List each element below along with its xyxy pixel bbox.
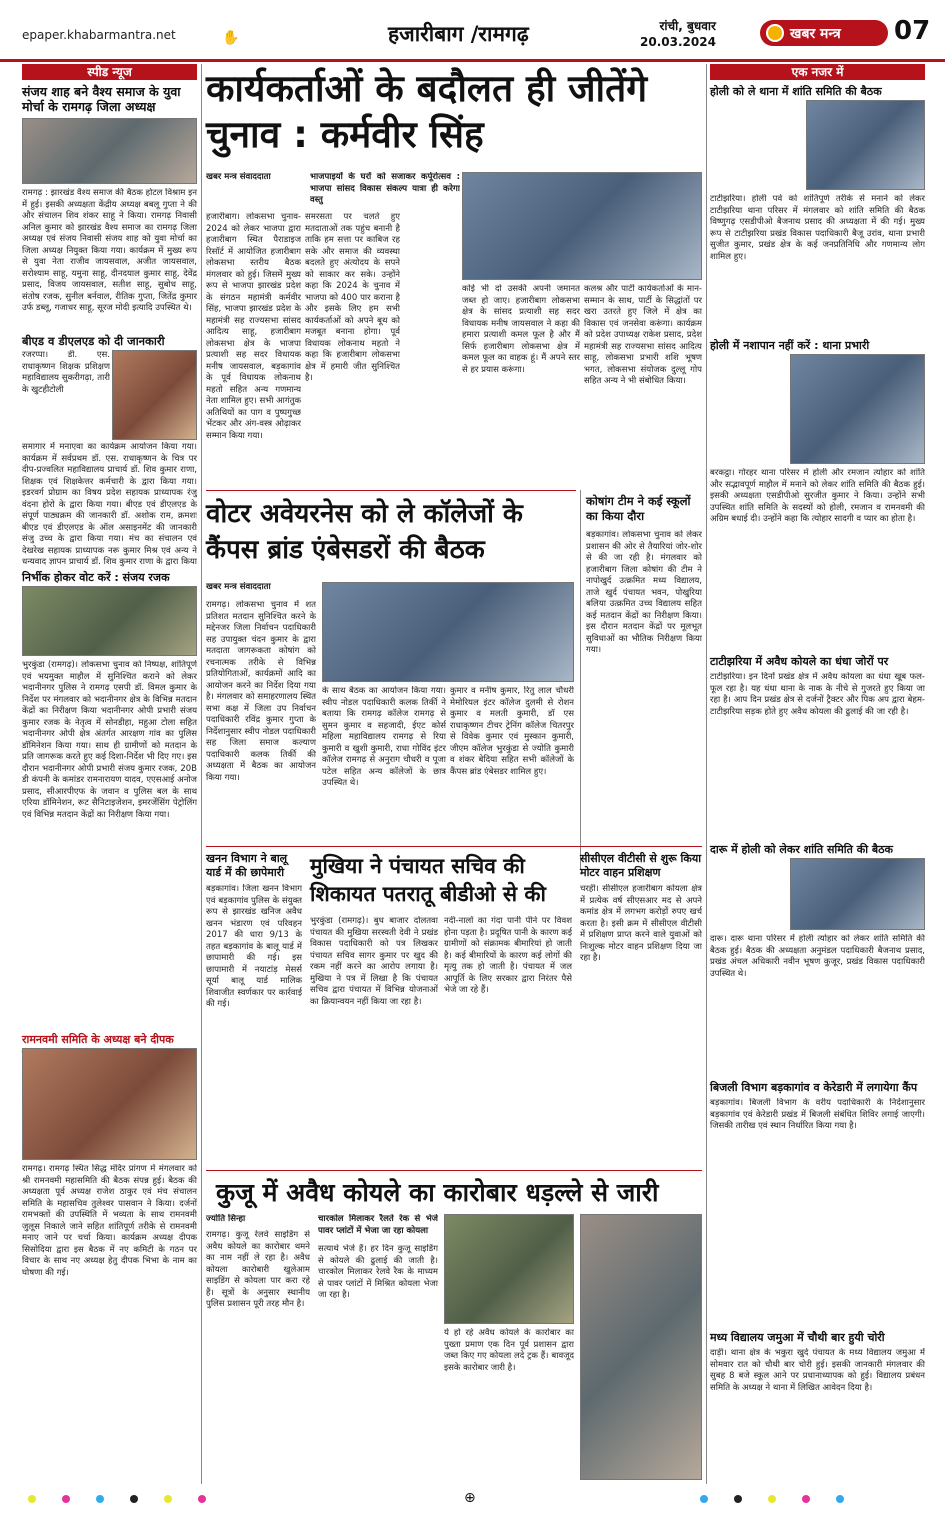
date-block [640,18,716,50]
article-column: कोई भी दो उसकी अपनी जमानत जब्त हो जाए। हजारीबाग लोकसभा क्षेत्र के सांसद प्रत्याशी सह सदर विधायक मनीष जायसवाल ने कहा की हमारा प्रत्याशी कमल फूल है और मैं सिर्फ हजारीबाग लोकसभा क्षेत्र में कमल फूल का वाहक हूं। मैं अपने स्तर से हर प्रयास करूंगा। [462,284,580,375]
article-column: नदी-नालों का गंदा पानी पीने पर विवश होना पड़ता है। प्रदूषित पानी के कारण कई ग्रामीणों को संक्रामक बीमारियां हो जाती है। कई बीमारियों के कारण कई लोगों की मृत्यु तक हो जाती है। पंचायत में जल आपूर्ति के लिए सरकार द्वारा निरंतर पैसे भेजे जा रहे हैं। [444,916,572,995]
crosshair-icon: ⊕ [464,1490,476,1506]
registration-dot [802,1495,810,1503]
site-url[interactable]: epaper.khabarmantra.net [22,28,176,42]
registration-dot [28,1495,36,1503]
story-body: बरकट्ठा। गोरहर थाना परिसर में होली और रमजान त्योहार को शांति और सद्भावपूर्ण माहौल में मनाने को लेकर शांति समिति की बैठक हुई। इसकी अध्यक्षता एसडीपीओ सुरजीत कुमार ने किया। उन्होंने सभी उपस्थित शांति समिति के सदस्यों को होली, रमजान व रामनवमी की अग्रिम बधाई दी। उन्होंने कहा कि त्योहार सादगी व प्यार का होता है। [710,468,925,524]
temple-meeting-photo [22,1048,197,1160]
story-body: दारू। दारू थाना परिसर में होली त्योहार को लेकर शांति समिति की बैठक हुई। बैठक की अध्यक्षता अनुमंडल पदाधिकारी बैजनाथ प्रसाद, प्रखंड अंचल अधिकारी नवीन भूषण कुजूर, प्रखंड विकास पदाधिकारी उपस्थित थे। [710,934,925,979]
voter-headline: वोटर अवेयरनेस को ले कॉलेजों के कैंपस ब्रांड एंबेसडरों की बैठक [206,499,523,565]
subheads: भाजपाइयों के घरों को सजाकर कर्पूरोत्सव : भाजपा सांसद विकास संकल्प यात्रा ही करेगा वस्तु [310,172,460,205]
story-headline: खनन विभाग ने बालू यार्ड में की छापेमारी [206,852,288,879]
brand-name: खबर मन्त्र [790,25,841,42]
city-day: रांची, बुधवार [659,19,716,33]
story-headline: होली में नशापान नहीं करें : थाना प्रभारी [710,339,870,352]
article-column: रामगढ़। लोकसभा चुनाव में शत प्रतिशत मतदान सुनिश्चित करने के मद्देनजर जिला निर्वाचन पदाधिकारी सह उपायुक्त चंदन कुमार के द्वारा मतदाता जागरूकता कोषांग को रचनात्मक तरीके से विभिन्न प्रतियोगिताओं, कार्यक्रमों आदि का आयोजन करने का निर्देश दिया गया है। मंगलवार को समाहरणालय स्थित सभा कक्ष में जिला उप निर्वाचन पदाधिकारी रविंद्र कुमार गुप्ता के निर्देशानुसार स्वीप नोडल पदाधिकारी सह जिला समाज कल्याण पदाधिकारी कलक तिर्की की अध्यक्षता में बैठक का आयोजन किया गया। [206,600,316,783]
kuju-headline: कुजू में अवैध कोयले का कारोबार धड़ल्ले से जारी [216,1178,659,1207]
story-body: बड़कागांव। लोकसभा चुनाव को लेकर प्रशासन की ओर से तैयारियां जोर-शोर से की जा रही है। मंगलवार को हजारीबाग जिला कोषांग की टीम ने नापोखुर्द उत्क्रमित मध्य विद्यालय, ताजे खुर्द पंचायत भवन, पोखुरिया बलिया उत्क्रमित उच्च विद्यालय सहित कई मतदान केंद्रों का निरीक्षण किया। इस दौरान मतदान केंद्रों पर मूलभूत सुविधाओं का भौतिक निरीक्षण किया गया। [586,530,702,655]
rally-photo [462,172,702,280]
article-column: ये हो रहे अवैध कोयले के कारोबार का पुख्ता प्रमाण एक दिन पूर्व प्रशासन द्वारा जब्त किए गए कोयला लदे ट्रक हैं। बावजूद इसके कारोबार जारी है। [444,1328,574,1373]
article-column: समरसता पर चलते हुए मतदाताओं तक पहुंच बनानी है ताकि हम सत्ता पर काबिज रह सके और समाज की व्यवस्था बदलते हुए अंत्योदय के सपने को साकार कर सके। उन्होंने कहा कि 2024 के चुनाव में भाजपा को 400 पार कराना है और इसके लिए हम सभी कार्यकर्ताओं को अपने बूथ को मजबूत बनाना होगा। पूर्व विधायक लोकनाथ महतो ने कहा कि हजारीबाग लोकसभा क्षेत्र में हमारी जीत सुनिश्चित है। [305,212,400,383]
story-headline: होली को ले थाना में शांति समिति की बैठक [710,85,882,98]
registration-dot [836,1495,844,1503]
police-photo [22,586,197,656]
story-body: टाटीझरिया। इन दिनों प्रखंड क्षेत्र में अवैध कोयला का धंधा खूब फल-फूल रहा है। यह धंधा थाना के नाक के नीचे से गुजरते हुए किया जा रहा है। आप दिन प्रखंड क्षेत्र से दर्जनों ट्रैक्टर और पिक अप द्वारा बेहम-टाटीझरिया सड़क होते हुए अवैध कोयला की ढुलाई की जा रही है। [710,672,925,717]
story-body: दाड़ी। थाना क्षेत्र के भकुरा खुर्द पंचायत के मध्य विद्यालय जमुआ में सोमवार रात को चौथी बार चोरी हुई। इसकी जानकारी मंगलवार की सुबह 8 बजे स्कूल आने पर प्रधानाध्यापक को हुई। विद्यालय प्रबंधन समिति के अध्यक्ष ने थाना में लिखित आवेदन दिया है। [710,1348,925,1393]
main-headline: कार्यकर्ताओं के बदौलत ही जीतेंगे चुनाव : कर्मवीर सिंह [206,67,648,156]
story-body: समागार में मनाएवा का कार्यक्रम आयोजन किया गया। कार्यक्रम में सर्वप्रथम डॉ. एस. राधाकृष्णन के चित्र पर दीप-प्रज्वलित महाविद्यालय प्राचार्य डॉ. शिव कुमार राणा, शिक्षक एवं शिक्षकेत्तर कर्मचारी के द्वारा किया गया। इडरवर्ग प्रोग्राम का विषय प्रदेश सहायक प्राध्यापक रंजु वंदना होरो के द्वारा किया गया। बीएड एवं डीएलएड के संपूर्ण पाठ्यक्रम की जानकारी डॉ. अशोक राम, क्रमशः बीएड एवं डीएलएड के ऑल असाइनमेंट की जानकारी संजु उच्च के द्वारा किया गया। मंच का संचालन एवं देखरेख सहायक प्राध्यापक नरू कुमार मिश्र एवं अन्य ने धन्यवाद ज्ञापन प्राचार्य डॉ. शिव कुमार राणा के द्वारा किया [22,442,197,567]
registration-dot [96,1495,104,1503]
article-column: रामगढ़। कुजू रेलवे साइडिंग से अवैध कोयले का कारोबार थमने का नाम नहीं ले रहा है। अवैध कोयला कारोबारी खुलेआम साइडिंग से कोयला पार करा रहे हैं। सूत्रों के अनुसार स्थानीय पुलिस प्रशासन पूरी तरह मौन है। [206,1230,310,1309]
meeting-photo [790,858,925,930]
story-body: टाटीझरिया। होली पर्व को शांतिपूर्ण तरीके से मनाने को लेकर टाटीझरिया थाना परिसर में मंगलवार को शांति समिति की बैठक विष्णुगढ़ एसडीपीओ बैजनाथ प्रसाद की अध्यक्षता में की गई। मुख्य रूप से टाटीझरिया प्रखंड विकास पदाधिकारी बैजू उरांव, थाना प्रभारी सुजीत कुमार, प्रखंड क्षेत्र के कई जनप्रतिनिधि और गणमान्य लोग शामिल हुए। [710,194,925,262]
divider [206,846,702,847]
column-divider [201,64,202,1484]
story-body: बड़कागांव। बिजली विभाग के वरीय पदाधिकारी के निर्देशानुसार बड़कागांव एवं केरेडारी प्रखंड में बिजली संबंधित शिविर लगाई जाएगी। जिसकी तारीख एवं स्थान निर्धारित किया गया है। [710,1098,925,1131]
police-meeting-photo [790,354,925,464]
story-headline: बिजली विभाग बड़कागांव व केरेडारी में लगायेगा कैंप [710,1081,918,1094]
divider [206,1170,702,1171]
story-body: बड़कागांव। जिला खनन विभाग एवं बड़कागांव पुलिस के संयुक्त रूप से झारखंड खनिज अवैध खनन भंडारण एवं परिवहन 2017 की धारा 9/13 के तहत बड़कागांव के बालू यार्ड में छापामारी की गई। इस छापामारी में नयाटांड़ मेसर्स सूर्या बालू यार्ड मालिक शिवाजीत स्वर्णकार पर कार्रवाई की गई। [206,884,302,1009]
story-body: रामगढ़। रामगढ़ स्थित सिद्ध मंदिर प्रांगण में मंगलवार को श्री रामनवमी महासमिति की बैठक संपन्न हुई। बैठक की अध्यक्षता पूर्व अध्यक्ष राजेश ठाकुर एवं मंच संचालन समिति के महासचिव तुलेश्वर पासवान ने किया। दर्जनों रामभक्तों की उपस्थिति में भव्यता के साथ रामनवमी जुलूस निकाले जाने सहित शांतिपूर्ण तरीके से रामनवमी मनाए जाने पर चर्चा किया। कार्यक्रम अध्यक्ष दीपक सिसोदिया द्वारा इस बैठक में नए कमिटी के गठन पर विचार के साथ नए अध्यक्ष हेतु दीपक भिभा के नाम का घोषणा की गई। [22,1164,197,1278]
byline: ज्योति सिन्हा [206,1214,246,1224]
registration-dot [734,1495,742,1503]
cursor-icon: ✋ [222,30,240,46]
registration-dot [700,1495,708,1503]
event-photo [112,350,197,440]
meeting-photo [806,100,925,190]
meeting-photo [322,582,574,682]
story-headline: संजय शाह बने वैश्य समाज के युवा मोर्चा के रामगढ़ जिला अध्यक्ष [22,84,181,114]
brand-logo [760,20,888,46]
story-headline: दारू में होली को लेकर शांति समिति की बैठक [710,843,893,856]
story-lead [710,354,788,464]
article-column: कलश्र और पार्टी कार्यकर्ताओं के मान- सम्मान के साथ, पार्टी के सिद्धांतों पर खरा उतरते हुए जिले में क्षेत्र का विकास एवं जनसेवा करूंगा। कार्यक्रम को प्रदेश उपाध्यक्ष राकेश प्रसाद, प्रदेश महामंत्री सह राज्यसभा सांसद आदित्य साहू, लोकसभा प्रभारी शशि भूषण भगत, लोकसभा संयोजक दुल्लू गोप सहित अन्य ने भी संबोधित किया। [584,284,702,386]
speed-news-strip: स्पीड न्यूज [22,64,197,80]
story-headline: बीएड व डीएलएड को दी जानकारी [22,334,165,348]
at-a-glance-strip: एक नजर में [710,64,925,80]
story-lead: रजरप्पा। डी. एस. राधाकृष्णन शिक्षक प्रशिक्षण महाविद्यालय सुकरीगढ़ा, तारी के खुटहीटोली [22,350,110,395]
story-headline: निर्भीक होकर वोट करें : संजय रजक [22,571,170,584]
registration-dot [198,1495,206,1503]
story-headline: टाटीझरिया में अवैध कोयले का धंधा जोरों पर [710,655,889,668]
article-column: भुरकुंडा (रामगढ़)। बुध बाजार दोलतवा पंचायत की मुखिया सरस्वती देवी ने प्रखंड विकास पदाधिकारी को पत्र लिखकर पंचायत सचिव सागर कुमार पर खुद की रकम नहीं करने का आरोप लगाया है। मुखिया ने पत्र में लिखा है कि पंचायत सचिव द्वारा पंचायत में विभिन्न योजनाओं का क्रियान्वयन नहीं किया जा रहा है। [310,916,438,1007]
article-column: के साथ बैठक का आयोजन किया गया। स्वीप नोडल पदाधिकारी कलक तिर्की ने बताया कि रामगढ़ कॉलेज रामगढ़ से सुमन कुमार व सहजादी, ईएट कोर्स महिला महाविद्यालय रामगढ़ से रिया कुमारी व खुशी कुमारी, राधा गोविंद इंटर कॉलेज रामगढ़ से अनुराग चौधरी व पूजा पटेल सहित अन्य कॉलेजों के छात्र उपस्थित थे। [322,686,446,788]
mukhiya-headline: मुखिया ने पंचायत सचिव की शिकायत पतरातू बीडीओ से की [310,854,546,906]
story-body: चरही। सीसीएल हजारीबाग कोयला क्षेत्र में प्रत्येक वर्ष सीएसआर मद से अपने कमांड क्षेत्र में लगभग करोड़ों रुपए खर्च करता है। इसी क्रम में सीसीएल वीटीसी में प्रशिक्षण प्राप्त करने वाले युवाओं को निःशुल्क मोटर वाहन प्रशिक्षण दिया जा रहा है। [580,884,702,963]
story-headline: सीसीएल वीटीसी से शुरू किया मोटर वाहन प्रशिक्षण [580,852,702,879]
story-headline: कोषांग टीम ने कई स्कूलों का किया दौरा [586,494,691,523]
section-title: हजारीबाग /रामगढ़ [388,22,529,46]
article-column: सत्यार्थ भेजे हैं। हर दिन कुजू साइडिंग से कोयले की ढुलाई की जाती है। चारकोल मिलाकर रेलवे रैक के माध्यम से पावर प्लांटों में मिश्रित कोयला भेजा जा रहा है। [318,1244,438,1300]
page-number: 07 [894,16,931,46]
article-column: हजारीबाग। लोकसभा चुनाव- 2024 को लेकर भाजपा द्वारा हजारीबाग स्थित पैराडाइज रिसॉर्ट में आयोजित हजारीबाग लोकसभा स्तरीय बैठक मंगलवार को हुई। जिसमें मुख्य रूप से भाजपा झारखंड प्रदेश के संगठन महामंत्री कर्मवीर सिंह, भाजपा झारखंड प्रदेश के महामंत्री सह राज्यसभा सांसद आदित्य साहू, हजारीबाग लोकसभा क्षेत्र के भाजपा प्रत्याशी सह सदर विधायक मनीष जायसवाल, बड़कागांव के पूर्व विधायक लोकनाथ महतो सहित अन्य गणमान्य नेता शामिल हुए। सभी आगंतुक अतिथियों का पाग व पुष्पगुच्छ भेंटकर और अंग-वस्त्र ओढ़ाकर सम्मान किया गया। [206,212,301,441]
group-photo [22,118,197,184]
coal-truck-photo [444,1214,574,1324]
story-body: भुरकुंडा (रामगढ़)। लोकसभा चुनाव को निष्पक्ष, शांतिपूर्ण एवं भयमुक्त माहौल में सुनिश्चित कराने को लेकर भदानीनगर पुलिस ने रामगढ़ एसपी डॉ. विमल कुमार के निर्देश पर मंगलवार को भदानीनगर क्षेत्र के विभिन्न मतदान केंद्रों का निरीक्षण किया भदानीनगर ओपी प्रभारी संजय कुमार रजक के नेतृत्व में सोनडीहा, महुआ टोला सहित भदानीनगर ओपी क्षेत्र अंतर्गत आरक्षण गांव का पुलिस डॉमिनेशन किया गया। साथ ही ग्रामीणों को मतदान के प्रति जागरूक करते हुए कई दिशा-निर्देश भी दिए गए। इस दौरान भदानीनगर ओपी प्रभारी संजय कुमार रजक, 20B डी कंपनी के कमांडर रामनारायण यादव, एएसआई अनोज प्रसाद, सीआरपीएफ के जवान व पुलिस बल के साथ एरिया डॉमिनेशन, रूट सैनिटाइजेशन, इमरजेंसिंग पेट्रोलिंग एवं विभिन्न मतदान केंद्रों का निरीक्षण किया गया। [22,660,197,820]
registration-dot [62,1495,70,1503]
divider [206,490,576,491]
story-body: रामगढ़ : झारखंड वैश्य समाज की बैठक होटल विश्राम इन में हुई। इसकी अध्यक्षता केंद्रीय अध्यक्ष बबलू गुप्ता ने की और संचालन शिव शंकर साहू ने किया। रामगढ़ निवासी अनिल कुमार को झारखंड वैश्य समाज का रामगढ़ जिला अध्यक्ष एवं संजय निवासी संजय शाह को युवा मोर्चा का जिला अध्यक्ष नियुक्त किया गया। कार्यक्रम में मुख्य रूप से युवा नेता राजीव जायसवाल, अजीत जायसवाल, सरोश्याम साहू, यमुना साहू, दीनदयाल कुमार साहू, देवेंद्र प्रसाद, विजय जायसवाल, सतीश साहू, सुबोध साहू, संतोष रजक, सुनील बर्नवाल, रीतिक गुप्ता, जितेंद्र कुमार उर्फ डब्लू, गजाधर साहू, सूरज मोदी इत्यादि उपस्थित थे। [22,188,197,313]
column-divider [580,490,581,870]
byline: खबर मन्त्र संवाददाता [206,172,271,182]
brand-mark-icon [766,24,784,42]
story-lead [710,100,802,190]
byline: खबर मन्त्र संवाददाता [206,582,271,592]
story-headline: मध्य विद्यालय जमुआ में चौथी बार हुयी चोरी [710,1331,885,1344]
date: 20.03.2024 [640,35,716,49]
registration-dot [768,1495,776,1503]
column-divider [706,64,707,1484]
masthead [0,0,945,62]
story-headline: रामनवमी समिति के अध्यक्ष बने दीपक [22,1033,174,1046]
article-column: कुमार व मनीष कुमार, रितु लाल चौधरी मेमोरियल इंटर कॉलेज दुलमी से रोशन कुमार व मलती कुमारी, डॉ एस राधाकृष्णन टीचर ट्रेनिंग कॉलेज चितरपुर से विवेक कुमार एवं मुस्कान कुमारी, जीएम कॉलेज भुरकुंडा से ज्योति कुमारी व शंकर बेदिया सहित सभी कॉलेजों के कैंपस ब्रांड एंबेसडर शामिल हुए। [450,686,574,777]
registration-marks [28,1495,206,1505]
story-lead [710,858,788,930]
coal-yard-photo [580,1214,702,1480]
subhead: चारकोल मिलाकर रैलते रेक से भेजे पावर प्लांटों में भेजा जा रहा कोयला [318,1214,438,1236]
registration-dot [130,1495,138,1503]
registration-dot [164,1495,172,1503]
registration-marks [700,1495,844,1505]
